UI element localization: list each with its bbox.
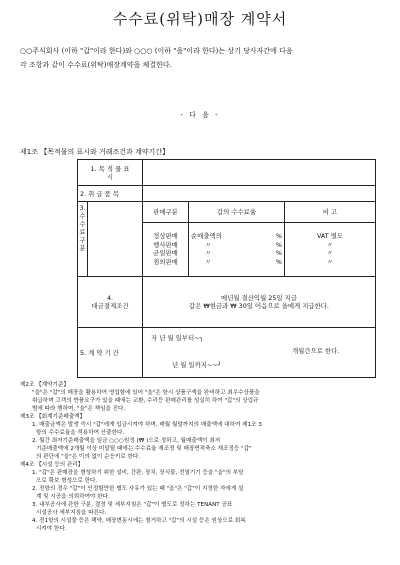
article-text: "을"은 "갑"의 매장을 활용하여 영업함에 있어 "을"은 항시 상품구색을 완비하고 최우수상품을 (32, 390, 260, 396)
period-start: 자 년 월 일부터~┐ (151, 334, 204, 343)
list-item: 〃 (326, 249, 334, 258)
intro-paragraph (20, 44, 386, 72)
article-text: 시설공사 세부지침을 따른다. (36, 510, 107, 516)
article-text: 1. "갑"은 판매장을 형성하기 위한 설비, 간판, 장치, 장식물, 전열기기 등을 "을"의 부담 (32, 470, 244, 476)
contract-terms-table (77, 159, 376, 378)
row-label: 1. 목 적 물 표 시 (78, 160, 143, 186)
section-separator: - 다 음 - (180, 111, 220, 119)
row-label: 5. 계 약 기 간 (78, 327, 143, 378)
article-heading: 제3조 【회계기준매출액】 (20, 414, 86, 420)
remarks-header: 비 고 (285, 202, 376, 222)
article-text: 시켜야 한다. (36, 526, 67, 532)
article-text: 의 판단에 "을"은 이의 없이 순응키로 한다. (36, 454, 141, 460)
document-title: 수수료(위탁)매장 계약서 (112, 10, 288, 28)
article-text: 4. 전1항의 시설물 등은 해약, 매장변동시에는 철거하고 "갑"의 시설 등은 원상으로 회복 (32, 518, 246, 524)
list-item: 〃 % (205, 257, 282, 266)
period-note: 개월간으로 한다. (292, 347, 340, 356)
article-text: 기준매출액에 2개월 이상 미달될 때에는 수수료율 재조정 및 매장면적축소 재조정등 "갑" (36, 446, 252, 452)
contract-articles (20, 381, 386, 533)
subject-value-cell (143, 160, 376, 186)
items-value-cell (143, 186, 376, 202)
list-item: 정상판매 (153, 232, 178, 241)
period-end: 년 월 일까지~~┘ (172, 361, 222, 370)
contract-period-value (143, 327, 376, 378)
sales-type-header: 판매구분 (143, 202, 189, 222)
list-item: VAT 별도 (316, 232, 344, 241)
article-text: 으로 확보 형성으로 한다. (36, 478, 98, 484)
list-item: 〃 (326, 257, 334, 266)
list-item: 〃 % (205, 240, 282, 249)
article-heading: 제4조 【시설 등의 관리】 (20, 462, 84, 468)
payment-terms-value: 매년월 결산익월 25일 지급 갑은 ₩현금과 ₩ 30일 어음으로 을에게 지급한다. (143, 277, 376, 327)
list-item: 순매출액의 % (191, 232, 282, 241)
list-item: 〃 % (205, 249, 282, 258)
article-text: 1. 매출금액은 발생 즉시 "갑"에게 입금시켜야 하며, 매월 월말까지의 매출액에 대하여 제1조 3 (32, 422, 262, 428)
commission-rate-list (189, 222, 285, 277)
article-text: 계 및 시공을 의뢰하여야 한다. (36, 494, 110, 500)
list-item: 점외판매 (153, 257, 178, 266)
list-item: 행사판매 (153, 240, 178, 249)
row-label: 2. 취 급 품 목 (78, 186, 143, 202)
article-text: 범에 따라 행하며, "을"은 책임을 진다. (32, 406, 126, 412)
article-heading: 제2조 【계약기준】 (20, 382, 69, 388)
article-text: 2. 전항의 경우 "갑"이 인정할만한 별도 사유가 있는 때 "을"은 "갑"이 지정한 자에게 설 (32, 486, 244, 492)
article-section (20, 381, 386, 413)
table-row (78, 202, 376, 222)
article-section (20, 413, 386, 461)
article-text: 2. 월간 최저기준매출액을 일금 ○○○원정 (₩ )으로 정하고, 월매출액이 최저 (32, 438, 221, 444)
commission-label-cell (78, 202, 143, 277)
table-row (78, 160, 376, 186)
article-section (20, 461, 386, 533)
article1-heading: 제1조 【목적물의 표시와 거래조건과 계약기간】 (20, 148, 170, 156)
list-item: 균일판매 (153, 249, 178, 258)
commission-vertical-label: 3. 수 수 료 구 분 (78, 202, 88, 276)
intro-line: ○○주식회사 (이하 "갑"이라 한다)와 ○○○ (이하 "을"이라 한다)는 상기 당사자간에 다음 (20, 47, 293, 55)
article-text: 취급하며 고객의 반품요구가 있을 때에는 교환, 수리등 판매관리를 성실히 하여 "갑"의 상업규 (32, 398, 259, 404)
article-text: 항의 수수료율을 적용하여 산출한다. (36, 430, 125, 436)
sales-type-list (143, 222, 189, 277)
commission-rate-header: 갑의 수수료율 (189, 202, 285, 222)
article-text: 3. 내부공사에 관한 구분, 결정 및 세부지침은 "갑"이 별도로 정하는 TENANT 공표 (32, 502, 233, 508)
list-item: 〃 (326, 240, 334, 249)
row-label: 4. 대금결제조건 (78, 277, 143, 327)
intro-line: 각 조항과 같이 수수료(위탁)매장계약을 체결한다. (20, 61, 172, 69)
table-row (78, 186, 376, 202)
table-row (78, 327, 376, 378)
remarks-list (285, 222, 376, 277)
table-row (78, 277, 376, 327)
